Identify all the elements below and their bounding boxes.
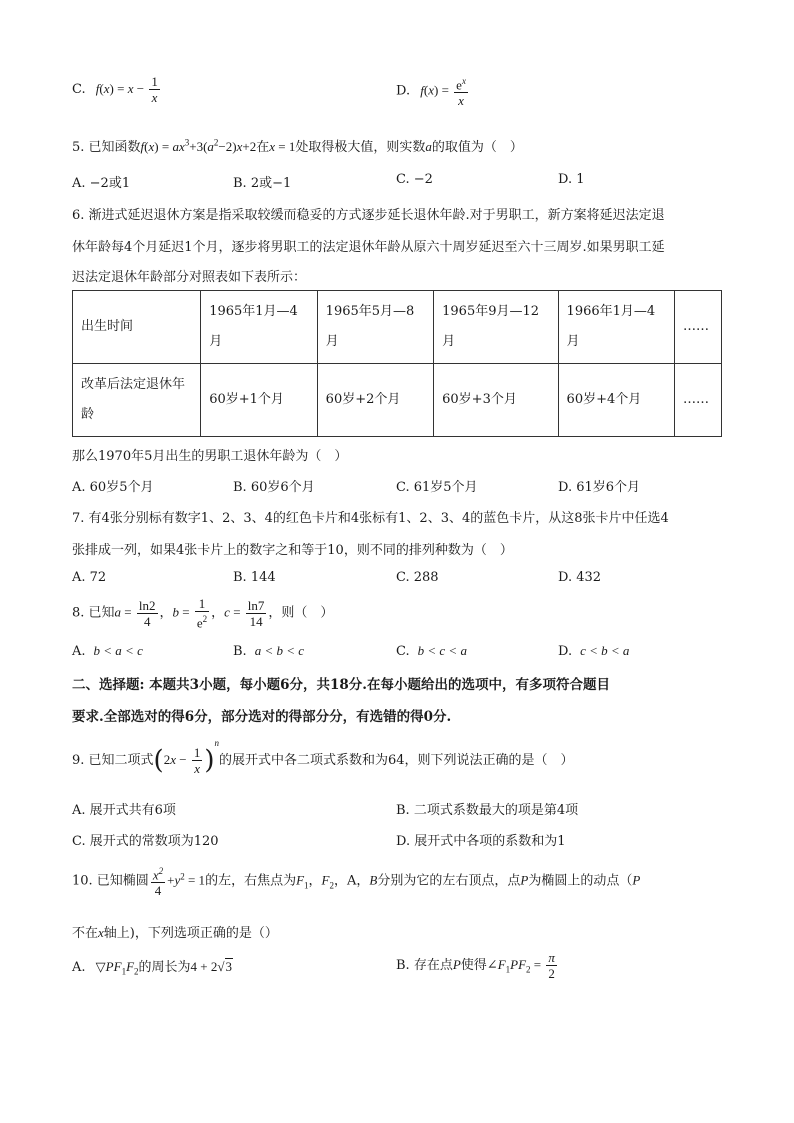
- retirement-table: [72, 290, 722, 437]
- q7-line-2: 张排成一列，如果4张卡片上的数字之和等于10，则不同的排列种数为（ ）: [72, 543, 513, 558]
- q7-option-a: A. 72: [72, 570, 107, 585]
- q6-question: 那么1970年5月出生的男职工退休年龄为（ ）: [72, 449, 348, 464]
- table-cell: 出生时间: [73, 291, 201, 364]
- q10-stem-line-1: 10. 已知椭圆 $\frac{x^2}{4}$ $+y^2 = 1$的左，右焦点为$F_1$，$F_2$，A，B分别为它的左右顶点，点P为椭圆上的动点（P: [72, 866, 641, 899]
- q7-option-d: D. 432: [558, 570, 602, 585]
- table-row: [73, 291, 722, 364]
- q9-stem: 9. 已知二项式(2x − $\frac{1}{x}$ )$^n$的展开式中各二项式系数和为64，则下列说法正确的是（ ）: [72, 738, 574, 776]
- q4-option-c-formula: f: [95, 81, 100, 96]
- table-cell: ……: [675, 291, 722, 364]
- q5-option-a: A. −2或1: [72, 176, 131, 191]
- q8-option-c: C. b < c < a: [396, 643, 467, 659]
- q10-stem-line-2: 不在x轴上)，下列选项正确的是（）: [72, 925, 278, 941]
- table-cell: 改革后法定退休年龄: [73, 364, 201, 437]
- q7-option-b: B. 144: [233, 570, 276, 585]
- q4-option-d: D. f(x) = $\frac{e^x}{x}$: [396, 76, 466, 109]
- table-cell: 1965年1月—4月: [201, 291, 317, 364]
- q6-option-b: B. 60岁6个月: [233, 480, 315, 495]
- q9-option-d: D. 展开式中各项的系数和为1: [396, 834, 566, 849]
- q6-line-1: 6. 渐进式延迟退休方案是指采取较缓而稳妥的方式逐步延长退休年龄.对于男职工，新方案将延迟法定退: [72, 208, 665, 223]
- q9-option-c: C. 展开式的常数项为120: [72, 834, 219, 849]
- q4-option-d-formula: f: [420, 82, 424, 98]
- q6-line-2: 休年龄每4个月延迟1个月，逐步将男职工的法定退休年龄从原六十周岁延迟至六十三周岁.如果男职工延: [72, 240, 665, 255]
- q6-line-3: 迟法定退休年龄部分对照表如下表所示：: [72, 270, 307, 285]
- table-row: [73, 364, 722, 437]
- q5-option-d: D. 1: [558, 172, 585, 187]
- q10-option-a: A. $▽PF_1F_2$的周长为4 + 2√3: [72, 959, 233, 977]
- table-cell: 60岁+1个月: [201, 364, 317, 437]
- q8-option-b: B. a < b < c: [233, 643, 305, 659]
- table-cell: 1965年5月—8月: [317, 291, 433, 364]
- section-2-heading-line-1: 二、选择题: 本题共3小题，每小题6分，共18分.在每小题给出的选项中，有多项符合题目: [72, 677, 610, 693]
- q8-option-a: A. b < a < c: [72, 643, 143, 659]
- q6-option-a: A. 60岁5个月: [72, 480, 154, 495]
- q7-option-c: C. 288: [396, 570, 439, 585]
- q5-stem: 5. 已知函数$f(x) = ax^3+3(a^2-2)x+2$在x = 1处取得极大值，则实数a的取值为（ ）: [72, 137, 523, 155]
- table-cell: 1966年1月—4月: [558, 291, 674, 364]
- q9-option-b: B. 二项式系数最大的项是第4项: [396, 803, 579, 818]
- section-2-heading-line-2: 要求.全部选对的得6分，部分选对的得部分分，有选错的得0分.: [72, 709, 452, 725]
- table-cell: 60岁+3个月: [434, 364, 558, 437]
- q9-option-a: A. 展开式共有6项: [72, 803, 176, 818]
- q7-line-1: 7. 有4张分别标有数字1、2、3、4的红色卡片和4张标有1、2、3、4的蓝色卡片，从这8张卡片中任选4: [72, 511, 669, 526]
- table-cell: 60岁+4个月: [558, 364, 674, 437]
- q8-option-d: D. c < b < a: [558, 643, 630, 659]
- q4-option-c: C. f(x) = x − $\frac{1}{x}$: [72, 74, 158, 105]
- q5-option-c: C. −2: [396, 172, 433, 187]
- table-cell: 60岁+2个月: [317, 364, 433, 437]
- table-cell: 1965年9月—12月: [434, 291, 558, 364]
- q6-option-d: D. 61岁6个月: [558, 480, 641, 495]
- table-cell: ……: [675, 364, 722, 437]
- q8-stem: 8. 已知a = $\frac{\ln 2}{4}$ ，b = $\frac{1}{e^2}$ ，c = $\frac{\ln 7}{14}$ ，则（ ）: [72, 596, 334, 631]
- q10-option-b: B. 存在点P使得$\angle F_1PF_2$ = $\frac{\pi}{2}$: [396, 950, 555, 981]
- q5-function: f: [140, 139, 145, 154]
- q6-option-c: C. 61岁5个月: [396, 480, 478, 495]
- q5-option-b: B. 2或−1: [233, 176, 292, 191]
